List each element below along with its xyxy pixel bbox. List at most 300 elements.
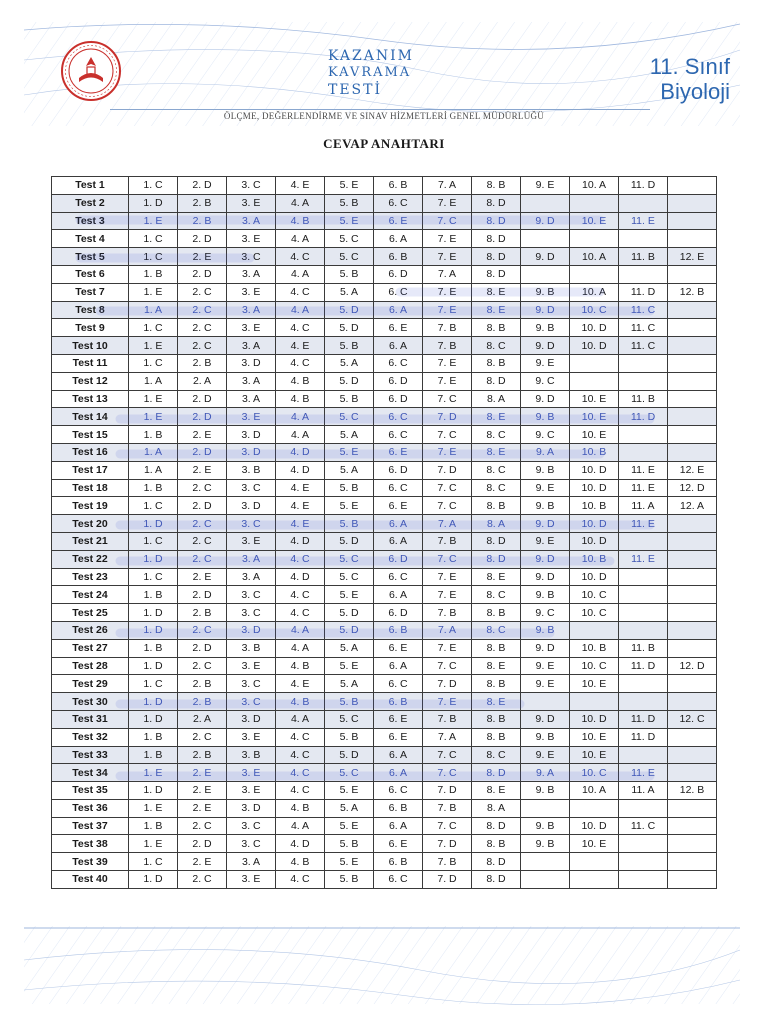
answer-cell: 3. E [227,532,276,550]
answer-cell: 8. B [472,728,521,746]
answer-cell [668,230,717,248]
test-name-cell: Test 15 [52,426,129,444]
answer-cell [619,568,668,586]
answer-cell [619,799,668,817]
table-row [52,337,717,355]
answer-cell [570,372,619,390]
answer-cell: 4. A [276,265,325,283]
test-name-cell: Test 14 [52,408,129,426]
answer-cell: 8. E [472,283,521,301]
answer-cell: 8. E [472,693,521,711]
test-name-cell: Test 1 [52,177,129,195]
answer-cell: 5. E [325,782,374,800]
answer-cell [570,194,619,212]
answer-cell: 7. C [423,817,472,835]
answer-cell: 2. D [178,230,227,248]
answer-cell: 7. D [423,871,472,889]
answer-cell: 7. D [423,675,472,693]
answer-cell: 2. E [178,426,227,444]
test-name-cell: Test 18 [52,479,129,497]
test-name-cell: Test 10 [52,337,129,355]
answer-cell: 3. A [227,265,276,283]
answer-cell: 9. B [521,728,570,746]
answer-cell: 5. A [325,675,374,693]
answer-cell: 7. B [423,710,472,728]
answer-cell: 5. E [325,497,374,515]
answer-cell: 1. B [129,817,178,835]
table-row [52,871,717,889]
table-row [52,194,717,212]
answer-cell: 7. C [423,479,472,497]
answer-cell: 5. E [325,443,374,461]
answer-cell: 3. A [227,301,276,319]
table-row [52,782,717,800]
test-name-cell: Test 32 [52,728,129,746]
test-name-cell: Test 34 [52,764,129,782]
answer-cell: 8. D [472,532,521,550]
answer-cell: 4. E [276,337,325,355]
table-row [52,675,717,693]
answer-cell: 10. D [570,337,619,355]
answer-cell: 2. E [178,782,227,800]
answer-cell: 2. D [178,639,227,657]
answer-cell: 9. E [521,354,570,372]
answer-cell [668,426,717,444]
answer-key-table [51,176,717,889]
answer-cell: 11. C [619,301,668,319]
answer-cell: 2. C [178,871,227,889]
answer-cell: 3. E [227,319,276,337]
answer-cell: 2. E [178,461,227,479]
answer-cell: 3. C [227,515,276,533]
answer-cell: 9. C [521,604,570,622]
answer-cell [668,639,717,657]
answer-cell: 7. C [423,497,472,515]
answer-cell [668,853,717,871]
answer-cell: 9. D [521,301,570,319]
test-name-cell: Test 28 [52,657,129,675]
answer-cell: 3. E [227,408,276,426]
answer-cell: 3. E [227,728,276,746]
header-divider [110,109,650,110]
answer-cell: 3. E [227,194,276,212]
test-name-cell: Test 11 [52,354,129,372]
answer-cell: 7. B [423,337,472,355]
answer-cell: 3. E [227,871,276,889]
answer-cell: 6. A [374,337,423,355]
answer-cell [668,746,717,764]
answer-cell: 3. D [227,621,276,639]
table-row [52,230,717,248]
answer-cell: 7. E [423,372,472,390]
answer-cell: 8. D [472,871,521,889]
answer-cell: 2. C [178,817,227,835]
answer-cell: 6. A [374,586,423,604]
answer-cell: 3. B [227,639,276,657]
answer-cell: 9. C [521,372,570,390]
logo-line-1: KAZANIM [328,48,414,64]
answer-cell [619,532,668,550]
answer-cell: 9. D [521,710,570,728]
answer-cell: 2. C [178,532,227,550]
answer-cell: 7. B [423,799,472,817]
table-row [52,799,717,817]
answer-cell: 2. D [178,497,227,515]
answer-cell: 8. E [472,443,521,461]
answer-cell: 10. D [570,319,619,337]
answer-cell: 3. D [227,426,276,444]
answer-cell: 5. B [325,835,374,853]
answer-cell: 8. D [472,265,521,283]
answer-cell [668,354,717,372]
answer-cell: 4. D [276,532,325,550]
test-name-cell: Test 20 [52,515,129,533]
answer-cell: 10. E [570,212,619,230]
answer-cell [668,799,717,817]
answer-cell: 1. E [129,337,178,355]
test-name-cell: Test 21 [52,532,129,550]
answer-cell: 7. A [423,621,472,639]
answer-cell: 5. B [325,479,374,497]
answer-cell: 5. E [325,586,374,604]
answer-cell: 9. B [521,835,570,853]
answer-cell: 11. D [619,408,668,426]
answer-cell: 5. D [325,532,374,550]
ministry-emblem-icon [60,40,122,102]
answer-cell: 4. C [276,354,325,372]
answer-cell: 7. B [423,532,472,550]
answer-cell: 1. C [129,568,178,586]
answer-cell: 8. B [472,354,521,372]
answer-cell: 6. E [374,443,423,461]
answer-cell [619,426,668,444]
answer-cell: 9. D [521,248,570,266]
answer-cell: 7. E [423,443,472,461]
answer-cell: 7. C [423,426,472,444]
answer-cell [668,212,717,230]
grade-subject-box [630,55,730,105]
answer-cell [521,230,570,248]
answer-cell: 5. C [325,710,374,728]
table-row [52,621,717,639]
answer-cell [521,265,570,283]
answer-cell: 11. C [619,337,668,355]
table-row [52,408,717,426]
grade-label: 11. Sınıf [649,54,730,79]
agency-name: ÖLÇME, DEĞERLENDİRME VE SINAV HİZMETLERİ GENEL MÜDÜRLÜĞÜ [223,111,545,121]
answer-cell: 3. A [227,212,276,230]
answer-cell: 7. D [423,835,472,853]
answer-cell: 4. B [276,799,325,817]
answer-cell: 1. C [129,248,178,266]
answer-cell [668,586,717,604]
answer-cell: 5. B [325,390,374,408]
answer-cell [619,835,668,853]
answer-cell: 10. B [570,639,619,657]
answer-cell: 11. A [619,782,668,800]
logo-line-2: KAVRAMA [328,65,412,80]
answer-cell: 10. C [570,301,619,319]
answer-cell: 6. A [374,301,423,319]
table-row [52,604,717,622]
answer-cell: 12. B [668,782,717,800]
answer-cell: 11. B [619,639,668,657]
answer-cell: 1. A [129,461,178,479]
table-row [52,319,717,337]
answer-cell [619,265,668,283]
answer-cell: 10. C [570,604,619,622]
answer-cell: 4. E [276,675,325,693]
table-row [52,248,717,266]
answer-cell: 6. E [374,639,423,657]
answer-cell: 6. D [374,461,423,479]
answer-cell: 5. A [325,799,374,817]
test-name-cell: Test 17 [52,461,129,479]
answer-cell: 2. B [178,212,227,230]
answer-cell [668,515,717,533]
answer-cell: 10. A [570,248,619,266]
answer-cell: 6. D [374,550,423,568]
answer-cell: 12. D [668,479,717,497]
answer-cell: 1. C [129,532,178,550]
answer-cell: 6. A [374,746,423,764]
answer-cell [570,230,619,248]
answer-cell [668,675,717,693]
answer-cell: 4. B [276,372,325,390]
answer-cell: 3. D [227,497,276,515]
answer-cell: 3. E [227,764,276,782]
answer-cell: 3. D [227,799,276,817]
answer-cell: 2. D [178,390,227,408]
answer-cell: 5. B [325,515,374,533]
answer-cell: 6. D [374,265,423,283]
table-row [52,461,717,479]
answer-cell: 10. D [570,479,619,497]
answer-cell [570,693,619,711]
test-name-cell: Test 26 [52,621,129,639]
answer-cell: 4. A [276,408,325,426]
table-row [52,728,717,746]
answer-cell [619,194,668,212]
answer-cell: 1. C [129,319,178,337]
answer-cell [668,372,717,390]
answer-cell: 8. D [472,194,521,212]
answer-cell: 4. B [276,212,325,230]
answer-cell: 5. C [325,550,374,568]
answer-cell [668,390,717,408]
answer-cell: 7. E [423,639,472,657]
answer-cell: 8. E [472,568,521,586]
answer-cell: 3. D [227,710,276,728]
answer-cell: 6. E [374,212,423,230]
answer-cell: 1. D [129,621,178,639]
answer-cell: 12. C [668,710,717,728]
answer-cell [521,853,570,871]
answer-cell: 1. D [129,693,178,711]
answer-cell: 3. C [227,817,276,835]
answer-cell: 7. E [423,693,472,711]
answer-cell: 1. D [129,515,178,533]
answer-cell: 6. A [374,817,423,835]
answer-cell [668,443,717,461]
test-name-cell: Test 40 [52,871,129,889]
answer-cell: 3. B [227,746,276,764]
answer-cell: 6. D [374,372,423,390]
answer-cell: 5. D [325,301,374,319]
answer-cell [619,372,668,390]
answer-cell [668,568,717,586]
answer-cell: 3. E [227,283,276,301]
answer-cell: 2. C [178,728,227,746]
answer-cell: 7. D [423,782,472,800]
answer-cell: 6. A [374,532,423,550]
answer-cell: 3. E [227,782,276,800]
answer-cell: 7. E [423,354,472,372]
answer-cell: 5. C [325,230,374,248]
answer-cell [619,443,668,461]
answer-cell: 1. C [129,675,178,693]
answer-cell: 10. B [570,497,619,515]
answer-cell: 9. A [521,443,570,461]
answer-cell: 3. A [227,337,276,355]
answer-cell: 8. B [472,835,521,853]
answer-cell: 12. D [668,657,717,675]
answer-cell [570,871,619,889]
answer-cell: 4. C [276,550,325,568]
answer-cell: 11. A [619,497,668,515]
answer-cell: 8. E [472,301,521,319]
answer-cell: 5. D [325,319,374,337]
answer-cell: 8. D [472,372,521,390]
answer-cell: 8. E [472,657,521,675]
answer-cell: 7. C [423,212,472,230]
answer-cell: 2. D [178,443,227,461]
test-name-cell: Test 37 [52,817,129,835]
answer-cell: 5. B [325,871,374,889]
answer-cell: 1. D [129,782,178,800]
answer-cell [570,621,619,639]
answer-cell: 2. C [178,621,227,639]
table-row [52,497,717,515]
answer-cell: 7. E [423,586,472,604]
test-name-cell: Test 33 [52,746,129,764]
answer-cell: 1. C [129,853,178,871]
answer-cell: 4. C [276,746,325,764]
test-name-cell: Test 24 [52,586,129,604]
answer-cell: 11. E [619,461,668,479]
answer-cell: 4. D [276,835,325,853]
answer-cell: 10. A [570,177,619,195]
answer-cell [570,853,619,871]
answer-cell: 1. A [129,372,178,390]
answer-cell: 10. D [570,568,619,586]
answer-cell: 1. A [129,443,178,461]
answer-cell: 10. D [570,515,619,533]
table-row [52,283,717,301]
answer-cell: 11. E [619,764,668,782]
answer-cell: 8. D [472,817,521,835]
answer-cell: 4. A [276,426,325,444]
answer-cell [619,853,668,871]
answer-cell [668,177,717,195]
answer-cell: 10. E [570,728,619,746]
answer-cell: 4. C [276,248,325,266]
answer-cell: 4. C [276,871,325,889]
answer-cell [619,746,668,764]
answer-cell: 9. E [521,657,570,675]
answer-cell: 1. C [129,230,178,248]
answer-cell: 9. D [521,212,570,230]
answer-cell: 6. C [374,782,423,800]
answer-cell: 10. C [570,657,619,675]
answer-cell: 1. B [129,639,178,657]
answer-cell: 7. D [423,408,472,426]
test-name-cell: Test 36 [52,799,129,817]
answer-cell: 4. A [276,710,325,728]
answer-cell: 7. B [423,319,472,337]
answer-cell: 1. E [129,408,178,426]
answer-cell: 7. E [423,248,472,266]
answer-cell: 11. D [619,710,668,728]
answer-cell: 6. B [374,621,423,639]
answer-cell: 5. A [325,426,374,444]
answer-cell: 2. E [178,853,227,871]
answer-cell: 10. D [570,461,619,479]
answer-cell: 6. E [374,497,423,515]
answer-cell: 4. E [276,497,325,515]
answer-cell: 7. E [423,568,472,586]
answer-cell: 1. B [129,746,178,764]
answer-cell: 9. D [521,639,570,657]
answer-cell: 8. D [472,248,521,266]
answer-cell: 9. D [521,568,570,586]
answer-cell: 5. D [325,621,374,639]
answer-cell: 7. D [423,461,472,479]
answer-cell: 2. B [178,746,227,764]
answer-cell: 11. E [619,550,668,568]
answer-cell: 6. E [374,710,423,728]
answer-cell: 10. C [570,764,619,782]
answer-cell: 1. C [129,354,178,372]
answer-cell: 10. C [570,586,619,604]
table-row [52,853,717,871]
answer-cell: 1. B [129,265,178,283]
answer-cell [570,265,619,283]
answer-cell: 9. B [521,586,570,604]
answer-cell: 6. C [374,408,423,426]
answer-cell: 8. D [472,550,521,568]
answer-cell: 4. C [276,782,325,800]
test-name-cell: Test 3 [52,212,129,230]
answer-cell [668,194,717,212]
answer-cell [668,604,717,622]
answer-cell [521,799,570,817]
answer-cell [619,586,668,604]
answer-cell: 2. D [178,408,227,426]
answer-cell: 3. C [227,479,276,497]
answer-cell: 1. D [129,871,178,889]
answer-cell [668,835,717,853]
answer-cell: 1. E [129,390,178,408]
answer-cell: 9. E [521,746,570,764]
answer-cell: 8. D [472,853,521,871]
test-name-cell: Test 30 [52,693,129,711]
answer-cell: 2. B [178,604,227,622]
answer-cell: 9. B [521,319,570,337]
answer-cell: 5. C [325,764,374,782]
test-name-cell: Test 38 [52,835,129,853]
answer-cell [570,354,619,372]
